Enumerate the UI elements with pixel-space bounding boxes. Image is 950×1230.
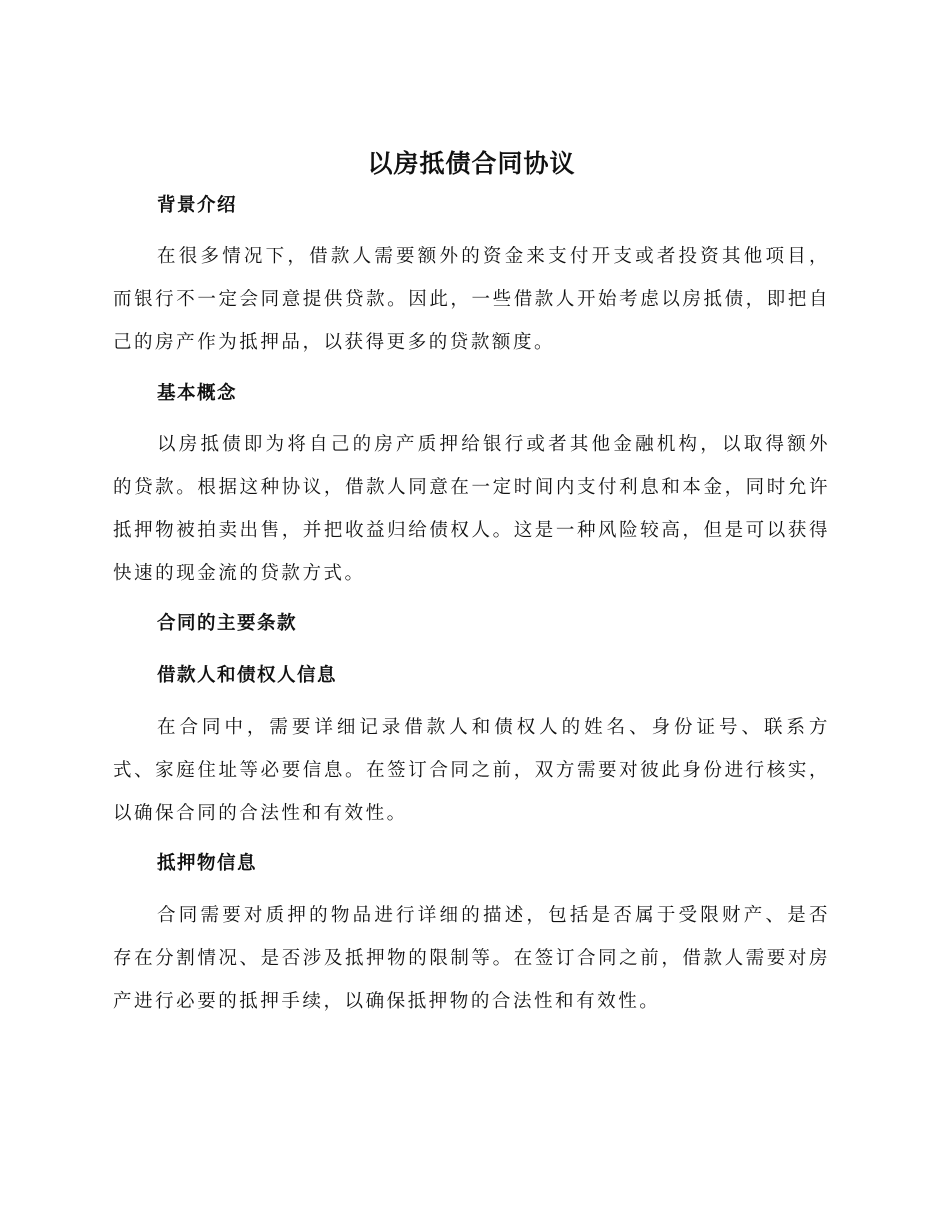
document-title: 以房抵债合同协议 xyxy=(367,149,576,178)
section-paragraph-background: 在很多情况下，借款人需要额外的资金来支付开支或者投资其他项目，而银行不一定会同意提供贷款。因此，一些借款人开始考虑以房抵债，即把自己的房产作为抵押品，以获得更多的贷款额度。 xyxy=(113,246,830,353)
section-paragraph-collateral: 合同需要对质押的物品进行详细的描述，包括是否属于受限财产、是否存在分割情况、是否涉及抵押物的限制等。在签订合同之前，借款人需要对房产进行必要的抵押手续，以确保抵押物的合法性和有效性。 xyxy=(113,905,830,1012)
section-heading-main-terms: 合同的主要条款 xyxy=(157,613,298,634)
section-heading-party-info: 借款人和债权人信息 xyxy=(157,665,338,686)
section-heading-concept: 基本概念 xyxy=(157,383,238,404)
section-heading-background: 背景介绍 xyxy=(157,195,238,216)
section-paragraph-concept: 以房抵债即为将自己的房产质押给银行或者其他金融机构，以取得额外的贷款。根据这种协议，借款人同意在一定时间内支付利息和本金，同时允许抵押物被拍卖出售，并把收益归给债权人。这是一种风险较高，但是可以获得快速的现金流的贷款方式。 xyxy=(113,434,830,584)
section-paragraph-party-info: 在合同中，需要详细记录借款人和债权人的姓名、身份证号、联系方式、家庭住址等必要信息。在签订合同之前，双方需要对彼此身份进行核实，以确保合同的合法性和有效性。 xyxy=(113,717,830,824)
section-heading-collateral: 抵押物信息 xyxy=(157,853,258,874)
